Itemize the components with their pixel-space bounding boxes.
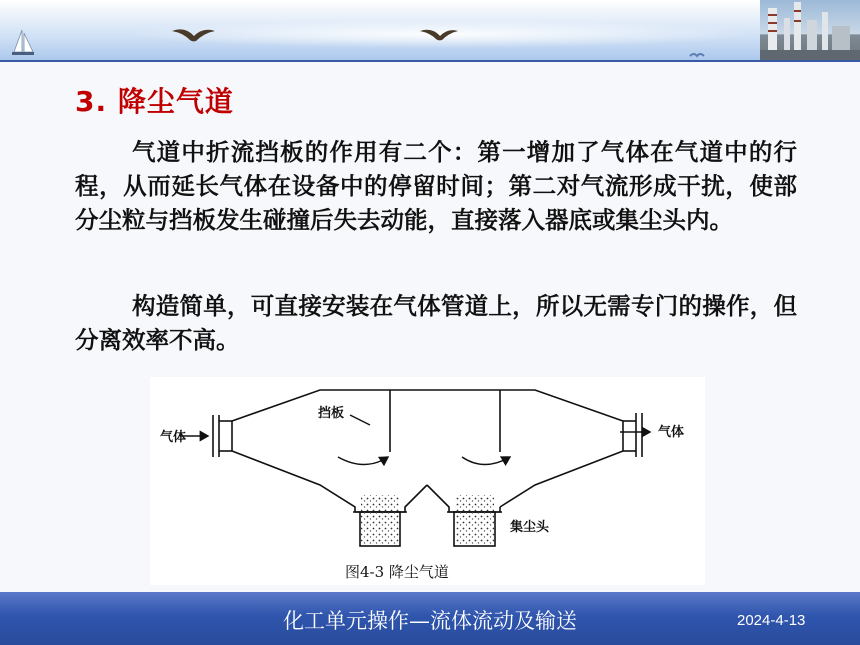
header-decor [0, 0, 860, 62]
footer-title: 化工单元操作—流体流动及输送 [283, 609, 577, 633]
duct-top [232, 390, 623, 421]
gas-inlet-label: 气体 [160, 430, 187, 445]
sailboat-icon [12, 30, 34, 55]
duct-diagram [150, 377, 705, 585]
baffle-label: 挡板 [318, 406, 345, 421]
slide-title: 3. 降尘气道 [75, 85, 234, 118]
bird-icon [172, 29, 215, 41]
footer-date: 2024-4-13 [737, 612, 806, 629]
paragraph-baffle-function: 气道中折流挡板的作用有二个：第一增加了气体在气道中的行程，从而延长气体在设备中的停留时间；第二对气流形成干扰，使部分尘粒与挡板发生碰撞后失去动能，直接落入器底或集尘头内。 [75, 138, 797, 234]
dust-deposit-right [455, 495, 494, 545]
factory-towers-icon [760, 0, 860, 62]
gas-outlet-label: 气体 [658, 425, 685, 440]
dust-head-label: 集尘头 [510, 520, 550, 535]
bird-icon [420, 30, 458, 41]
swirl-arrow-right [462, 457, 510, 465]
factory-photo [760, 0, 860, 62]
swirl-arrow-left [338, 457, 388, 465]
paragraph-construction: 构造简单，可直接安装在气体管道上，所以无需专门的操作，但分离效率不高。 [75, 292, 797, 354]
figure-caption: 图4-3 降尘气道 [345, 563, 449, 581]
duct-diagram-svg [150, 377, 705, 585]
hopper-left-outer [232, 451, 355, 512]
bird-icon [690, 54, 704, 56]
dust-deposit-left [361, 495, 399, 545]
header-rule [0, 60, 860, 62]
header-banner [0, 0, 860, 62]
